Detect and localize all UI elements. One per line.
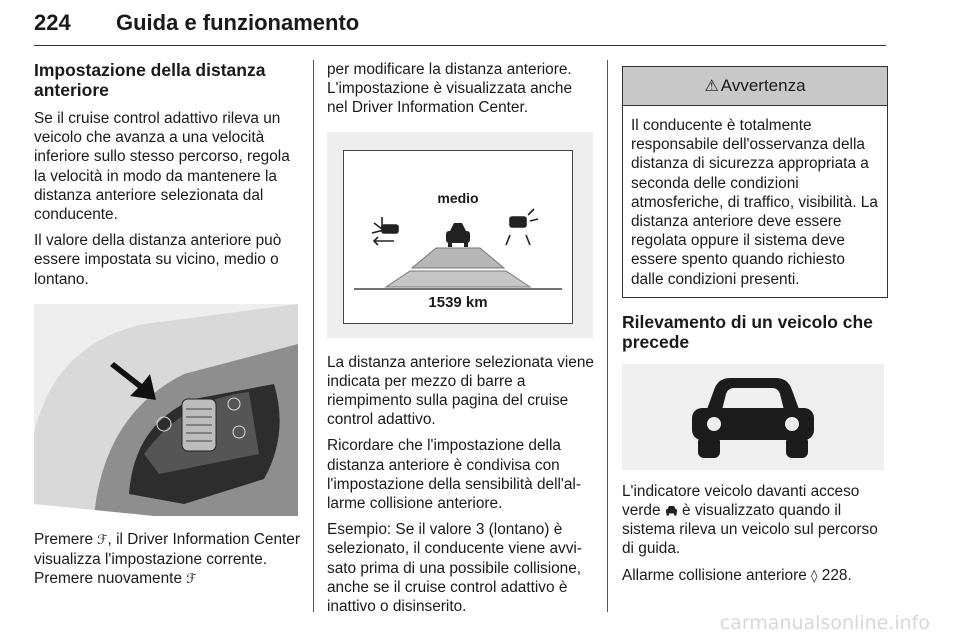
column-2 bbox=[327, 60, 595, 623]
paragraph: Ricordare che l'impostazione della distanza anteriore è condivisa con l'impostazione della sensibilità dell'allarme collisione anteriore. bbox=[327, 437, 581, 513]
lane-assist-icon bbox=[506, 209, 538, 245]
header-rule bbox=[34, 45, 886, 46]
warning-icon: ⚠ bbox=[704, 76, 719, 96]
paragraph: Esempio: Se il valore 3 (lontano) è selezionato, il conducente viene avvisato prima di una possibile collisione, anche se il cruise control adattivo è inattivo o disinserito. bbox=[327, 521, 582, 616]
gap-button-icon: ℱ bbox=[97, 532, 108, 548]
driver-information-center-figure bbox=[327, 132, 593, 338]
paragraph: Allarme collisione anteriore ◊ 228. bbox=[622, 566, 852, 584]
warning-box bbox=[622, 66, 888, 298]
page-reference-arrow-icon: ◊ bbox=[811, 568, 818, 584]
gap-setting-label: medio bbox=[437, 189, 479, 206]
paragraph: La distanza anteriore selezionata viene indicata per mezzo di barre a riempimento sulla pagina del cruise control adattivo. bbox=[327, 353, 594, 429]
section-title-vehicle-ahead: Rilevamento di un veicolo che precede bbox=[622, 311, 873, 352]
paragraph: Il valore della distanza anteriore può essere impostata su vicino, medio o lontano. bbox=[34, 232, 282, 288]
column-divider-2 bbox=[607, 60, 608, 612]
paragraph: per modificare la distanza anteriore. L'impostazione è visualizzata anche nel Driver Information Center. bbox=[327, 61, 573, 117]
dic-display bbox=[343, 150, 573, 324]
page-header-title: Guida e funzionamento bbox=[116, 10, 360, 35]
gap-button-icon: ℱ bbox=[186, 572, 197, 588]
steering-wheel-illustration bbox=[34, 304, 298, 516]
paragraph: L'indicatore veicolo davanti acceso verde è visualizzato quando il sistema rileva un veicolo sul percorso di guida. bbox=[622, 482, 878, 558]
column-3 bbox=[622, 66, 888, 593]
column-1 bbox=[34, 60, 302, 596]
collision-alert-icon bbox=[372, 217, 398, 245]
paragraph: Se il cruise control adattivo rileva un veicolo che avanza a una velocità inferiore sullo stesso percorso, regola la velocità in modo da mantenere la distanza anteriore selezionata dal conducente. bbox=[34, 110, 290, 224]
vehicle-ahead-icon bbox=[622, 364, 884, 470]
section-title-following-distance: Impostazione della distanza anteriore bbox=[34, 60, 266, 100]
warning-text: Il conducente è totalmente responsabile dell'osservanza della distanza di sicurezza appropriata a seconda delle condizioni atmosferiche, di traffico, visibilità. La distanza anteriore deve essere regolata oppure il sistema deve essere spento quando richiesto dalle condizioni presenti. bbox=[631, 117, 878, 288]
vehicle-ahead-icon bbox=[446, 223, 470, 247]
page-number: 224 bbox=[34, 10, 71, 35]
watermark: carmanualsonline.info bbox=[719, 612, 930, 634]
steering-wheel-figure bbox=[34, 304, 298, 516]
column-divider-1 bbox=[313, 60, 314, 612]
vehicle-ahead-icon bbox=[665, 505, 678, 516]
vehicle-ahead-figure bbox=[622, 364, 884, 470]
page-reference-link[interactable]: 228. bbox=[821, 566, 852, 584]
warning-title: Avvertenza bbox=[720, 76, 806, 96]
warning-header bbox=[623, 67, 887, 106]
paragraph: Premere ℱ, il Driver Information Center visualizza l'impostazione corrente. Premere nuovamente ℱ bbox=[34, 530, 300, 588]
odometer-readout: 1539 km bbox=[428, 293, 488, 311]
